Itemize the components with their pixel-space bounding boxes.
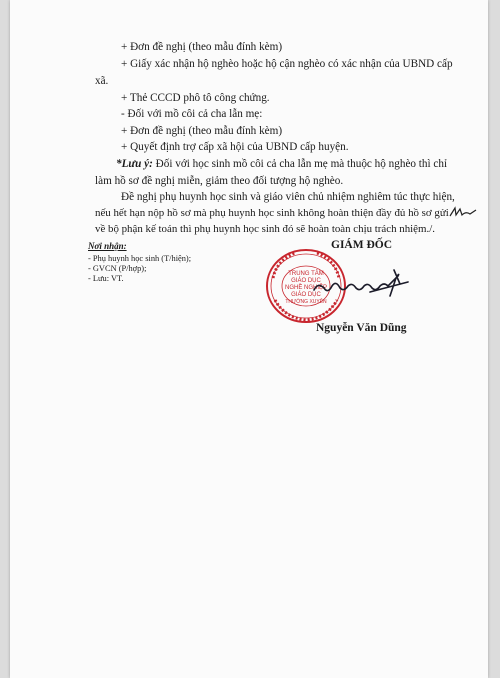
body-line: xã. xyxy=(95,75,109,87)
signer-name: Nguyễn Văn Dũng xyxy=(316,322,407,334)
body-line: - Đối với mồ côi cả cha lẫn mẹ: xyxy=(121,108,263,120)
recipient-item: - GVCN (P/hợp); xyxy=(88,264,147,273)
stamp-text: NGHỀ NGHIỆP xyxy=(284,285,328,291)
recipients-title: Nơi nhận: xyxy=(88,241,127,251)
note-label: *Lưu ý: xyxy=(116,158,153,170)
stamp-text: THƯỜNG XUYÊN xyxy=(285,299,327,305)
recipient-item: - Lưu: VT. xyxy=(88,274,124,283)
body-line: về bộ phận kế toán thì phụ huynh học sinh đó sẽ hoàn toàn chịu trách nhiệm./. xyxy=(95,223,435,235)
note-line xyxy=(116,158,447,171)
body-line: + Giấy xác nhận hộ nghèo hoặc hộ cận nghèo có xác nhận của UBND cấp xyxy=(121,58,453,70)
body-line: làm hồ sơ đề nghị miễn, giảm theo đối tượng hộ nghèo. xyxy=(95,175,344,187)
stamp-text: GIÁO DỤC xyxy=(291,292,321,298)
body-line: + Đơn đề nghị (theo mẫu đính kèm) xyxy=(121,41,283,53)
handwritten-signature-icon xyxy=(310,262,420,302)
document-page xyxy=(10,0,488,678)
signature-title: GIÁM ĐỐC xyxy=(331,239,393,251)
recipient-item: - Phụ huynh học sinh (T/hiện); xyxy=(88,254,192,263)
stamp-text: GIÁO DỤC xyxy=(291,278,321,284)
stamp-text: TRUNG TÂM xyxy=(288,271,324,277)
note-text: Đối với học sinh mồ côi cả cha lẫn mẹ mà thuộc hộ nghèo thì chỉ xyxy=(152,158,448,170)
body-line: + Đơn đề nghị (theo mẫu đính kèm) xyxy=(121,125,283,137)
body-line: nếu hết hạn nộp hồ sơ mà phụ huynh học sinh không hoàn thiện đầy đủ hồ sơ gửi xyxy=(95,207,449,219)
body-line: + Quyết định trợ cấp xã hội của UBND cấp huyện. xyxy=(121,141,349,153)
body-line: Đề nghị phụ huynh học sinh và giáo viên chủ nhiệm nghiêm túc thực hiện, xyxy=(121,191,455,203)
initial-mark-icon xyxy=(448,205,478,219)
body-line: + Thẻ CCCD phô tô công chứng. xyxy=(121,92,270,104)
